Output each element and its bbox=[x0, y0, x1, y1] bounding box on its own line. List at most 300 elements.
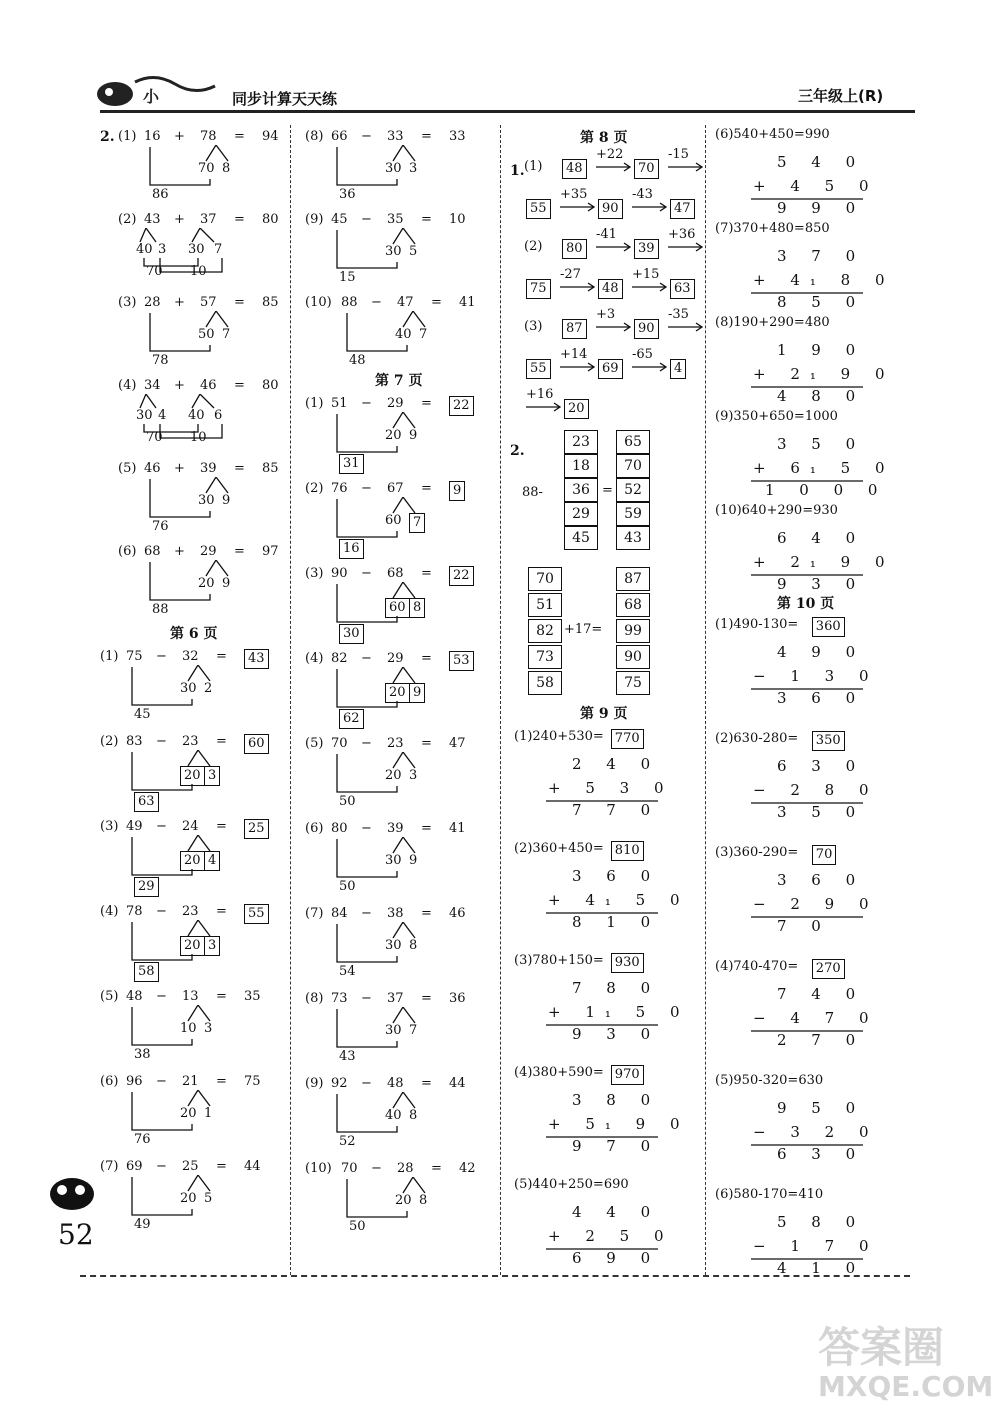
operand-a: 92 bbox=[331, 1076, 348, 1091]
operand-a: 96 bbox=[126, 1074, 143, 1089]
combined-result: 29 bbox=[134, 877, 159, 897]
equation: (6)580-170=410 bbox=[715, 1187, 824, 1202]
combined-result: 49 bbox=[134, 1217, 151, 1232]
item-index: (5) bbox=[100, 989, 119, 1004]
item-index: (4) bbox=[118, 378, 137, 393]
split-part: 9 bbox=[222, 576, 231, 591]
operand-b: 25 bbox=[182, 1159, 199, 1174]
result: 75 bbox=[244, 1074, 261, 1089]
arrow-icon bbox=[632, 201, 672, 213]
vertical-mid: + 4₁ 5 0 bbox=[548, 891, 690, 909]
operand-a: 46 bbox=[144, 461, 161, 476]
item-index: (1) bbox=[305, 396, 324, 411]
result: 33 bbox=[449, 129, 466, 144]
item-index: (9) bbox=[305, 1076, 324, 1091]
grid-cell: 18 bbox=[564, 454, 598, 478]
operator: + bbox=[174, 378, 185, 393]
item-index: (7) bbox=[305, 906, 324, 921]
vertical-top: 3 6 0 bbox=[572, 867, 661, 885]
vertical-result: 3 5 0 bbox=[777, 803, 866, 821]
grid-operator: +17= bbox=[564, 622, 603, 637]
column-1 bbox=[100, 125, 290, 1275]
operator: − bbox=[156, 649, 167, 664]
operator: + bbox=[174, 544, 185, 559]
equation-answer: 970 bbox=[611, 1065, 644, 1085]
operand-b: 78 bbox=[200, 129, 217, 144]
combined-result: 45 bbox=[134, 707, 151, 722]
equation: (7)370+480=850 bbox=[715, 221, 830, 236]
equals-sign: = bbox=[421, 821, 432, 836]
combined-result: 43 bbox=[339, 1049, 356, 1064]
operand-a: 84 bbox=[331, 906, 348, 921]
operand-a: 49 bbox=[126, 819, 143, 834]
combined-result: 48 bbox=[349, 353, 366, 368]
equals-sign: = bbox=[234, 544, 245, 559]
result: 35 bbox=[244, 989, 261, 1004]
split-part: 7 bbox=[419, 327, 428, 342]
arrow-icon bbox=[668, 161, 708, 173]
split-part: 30 bbox=[385, 244, 402, 259]
chain-op: -65 bbox=[632, 347, 653, 362]
operator: + bbox=[174, 212, 185, 227]
operator: − bbox=[156, 734, 167, 749]
equals-sign: = bbox=[421, 129, 432, 144]
column-divider bbox=[500, 125, 501, 1275]
arrow-icon bbox=[632, 361, 672, 373]
section-title: 第 10 页 bbox=[777, 596, 835, 612]
chain-value: 55 bbox=[526, 359, 551, 379]
chain-op: -41 bbox=[596, 227, 617, 242]
chain-op: +15 bbox=[632, 267, 660, 282]
equals-sign: = bbox=[421, 736, 432, 751]
grid-cell: 51 bbox=[528, 593, 562, 617]
item-index: (2) bbox=[118, 212, 137, 227]
vertical-top: 3 6 0 bbox=[777, 871, 866, 889]
chain-value: 63 bbox=[670, 279, 695, 299]
partial-sum: 10 bbox=[190, 264, 207, 279]
item-index: (1) bbox=[100, 649, 119, 664]
chain-op: +3 bbox=[596, 307, 616, 322]
vertical-result: 4 8 0 bbox=[777, 387, 866, 405]
equals-sign: = bbox=[421, 1076, 432, 1091]
item-index: (3) bbox=[118, 295, 137, 310]
equals-sign: = bbox=[234, 129, 245, 144]
split-part: 7 bbox=[222, 327, 231, 342]
split-part: 6 bbox=[214, 408, 223, 423]
chain-value: 87 bbox=[562, 319, 587, 339]
operator: − bbox=[361, 1076, 372, 1091]
item-index: (4) bbox=[100, 904, 119, 919]
arrow-icon bbox=[560, 201, 600, 213]
equals-sign: = bbox=[421, 481, 432, 496]
operand-a: 69 bbox=[126, 1159, 143, 1174]
equals-sign: = bbox=[431, 1161, 442, 1176]
operator: + bbox=[174, 461, 185, 476]
split-part: 20 bbox=[395, 1193, 412, 1208]
watermark-url: MXQE.COM bbox=[818, 1370, 994, 1403]
operator: − bbox=[156, 1074, 167, 1089]
equation-answer: 770 bbox=[611, 729, 644, 749]
logo-cartoon-icon bbox=[95, 72, 235, 112]
equation: (5)440+250=690 bbox=[514, 1177, 629, 1192]
vertical-result: 9 9 0 bbox=[777, 199, 866, 217]
operand-b: 67 bbox=[387, 481, 404, 496]
equation: (2)360+450= bbox=[514, 841, 604, 856]
item-index: (10) bbox=[305, 295, 332, 310]
section-title: 第 6 页 bbox=[170, 626, 218, 642]
split-part: 20 bbox=[180, 766, 205, 786]
result: 46 bbox=[449, 906, 466, 921]
result: 9 bbox=[449, 481, 465, 501]
watermark-text: 答案圈 bbox=[818, 1323, 945, 1372]
equals-sign: = bbox=[216, 734, 227, 749]
vertical-result: 4 1 0 bbox=[777, 1259, 866, 1277]
split-part: 20 bbox=[385, 683, 410, 703]
arrow-icon bbox=[560, 361, 600, 373]
split-part: 3 bbox=[204, 1021, 213, 1036]
split-part: 10 bbox=[180, 1021, 197, 1036]
split-part: 9 bbox=[409, 683, 425, 703]
operand-a: 43 bbox=[144, 212, 161, 227]
operator: − bbox=[361, 906, 372, 921]
operand-b: 39 bbox=[387, 821, 404, 836]
section-title: 第 7 页 bbox=[375, 373, 423, 389]
chain-value: 80 bbox=[562, 239, 587, 259]
split-part: 3 bbox=[158, 242, 167, 257]
vertical-mid: + 2₁ 9 0 bbox=[753, 365, 895, 383]
equation: (6)540+450=990 bbox=[715, 127, 830, 142]
vertical-result: 9 3 0 bbox=[572, 1025, 661, 1043]
equation-answer: 810 bbox=[611, 841, 644, 861]
vertical-top: 2 4 0 bbox=[572, 755, 661, 773]
operand-a: 45 bbox=[331, 212, 348, 227]
grid-cell: 70 bbox=[528, 567, 562, 591]
equation-answer: 360 bbox=[812, 617, 845, 637]
operator: − bbox=[156, 1159, 167, 1174]
split-part: 5 bbox=[409, 244, 418, 259]
split-part: 9 bbox=[409, 428, 418, 443]
result: 22 bbox=[449, 566, 474, 586]
combined-result: 76 bbox=[152, 519, 169, 534]
grid-cell: 82 bbox=[528, 619, 562, 643]
split-part: 7 bbox=[214, 242, 223, 257]
split-part: 30 bbox=[385, 938, 402, 953]
result: 22 bbox=[449, 396, 474, 416]
equals-sign: = bbox=[234, 378, 245, 393]
column-2 bbox=[305, 125, 495, 1275]
vertical-mid: + 5 3 0 bbox=[548, 779, 674, 797]
result: 10 bbox=[449, 212, 466, 227]
arrow-icon bbox=[668, 321, 708, 333]
grid-cell: 65 bbox=[616, 430, 650, 454]
split-part: 3 bbox=[204, 936, 220, 956]
split-part: 30 bbox=[385, 1023, 402, 1038]
combined-result: 52 bbox=[339, 1134, 356, 1149]
vertical-result: 6 3 0 bbox=[777, 1145, 866, 1163]
column-divider bbox=[705, 125, 706, 1275]
section-title: 第 9 页 bbox=[580, 706, 628, 722]
grid-cell: 59 bbox=[616, 502, 650, 526]
split-part: 20 bbox=[180, 1106, 197, 1121]
grid-prefix: 88- bbox=[522, 485, 543, 500]
equals-sign: = bbox=[216, 1159, 227, 1174]
split-part: 1 bbox=[204, 1106, 213, 1121]
operand-b: 68 bbox=[387, 566, 404, 581]
split-part: 50 bbox=[198, 327, 215, 342]
item-index: (9) bbox=[305, 212, 324, 227]
combined-result: 30 bbox=[339, 624, 364, 644]
grid-cell: 75 bbox=[616, 671, 650, 695]
chain-op: -15 bbox=[668, 147, 689, 162]
problem-number: 2. bbox=[510, 443, 525, 459]
split-part: 8 bbox=[409, 938, 418, 953]
operator: − bbox=[361, 129, 372, 144]
equation-answer: 350 bbox=[812, 731, 845, 751]
equation-answer: 930 bbox=[611, 953, 644, 973]
split-part: 8 bbox=[419, 1193, 428, 1208]
split-part: 3 bbox=[204, 766, 220, 786]
item-index: (8) bbox=[305, 129, 324, 144]
item-index: (10) bbox=[305, 1161, 332, 1176]
operand-a: 83 bbox=[126, 734, 143, 749]
vertical-mid: − 3 2 0 bbox=[753, 1123, 879, 1141]
grid-cell: 58 bbox=[528, 671, 562, 695]
operand-a: 16 bbox=[144, 129, 161, 144]
operand-a: 73 bbox=[331, 991, 348, 1006]
operand-b: 29 bbox=[387, 396, 404, 411]
operand-a: 34 bbox=[144, 378, 161, 393]
partial-sum: 70 bbox=[146, 430, 163, 445]
split-part: 20 bbox=[180, 851, 205, 871]
operator: − bbox=[371, 295, 382, 310]
operand-b: 23 bbox=[182, 734, 199, 749]
equals-sign: = bbox=[234, 461, 245, 476]
vertical-top: 7 4 0 bbox=[777, 985, 866, 1003]
split-part: 4 bbox=[204, 851, 220, 871]
equation: (8)190+290=480 bbox=[715, 315, 830, 330]
arrow-icon bbox=[596, 161, 636, 173]
chain-value: 90 bbox=[598, 199, 623, 219]
chain-index: (2) bbox=[524, 239, 543, 254]
equals-sign: = bbox=[216, 1074, 227, 1089]
operator: + bbox=[174, 295, 185, 310]
operand-b: 57 bbox=[200, 295, 217, 310]
problem-number: 2. bbox=[100, 129, 115, 145]
operand-a: 48 bbox=[126, 989, 143, 1004]
operand-a: 70 bbox=[331, 736, 348, 751]
chain-op: -43 bbox=[632, 187, 653, 202]
split-part: 40 bbox=[136, 242, 153, 257]
operand-a: 51 bbox=[331, 396, 348, 411]
operand-b: 46 bbox=[200, 378, 217, 393]
vertical-result: 9 7 0 bbox=[572, 1137, 661, 1155]
operator: − bbox=[361, 651, 372, 666]
grid-cell: 90 bbox=[616, 645, 650, 669]
vertical-top: 3 5 0 bbox=[777, 435, 866, 453]
chain-value: 20 bbox=[564, 399, 589, 419]
combined-result: 78 bbox=[152, 353, 169, 368]
header-grade: 三年级上(R) bbox=[798, 87, 884, 105]
split-part: 20 bbox=[180, 936, 205, 956]
operand-a: 68 bbox=[144, 544, 161, 559]
combined-result: 63 bbox=[134, 792, 159, 812]
chain-value: 55 bbox=[526, 199, 551, 219]
vertical-mid: + 2₁ 9 0 bbox=[753, 553, 895, 571]
operator: − bbox=[361, 991, 372, 1006]
operand-b: 37 bbox=[387, 991, 404, 1006]
operand-b: 48 bbox=[387, 1076, 404, 1091]
grid-cell: 52 bbox=[616, 478, 650, 502]
bee-mascot-icon bbox=[40, 1170, 100, 1215]
equals-sign: = bbox=[216, 904, 227, 919]
split-part: 70 bbox=[198, 161, 215, 176]
result: 85 bbox=[262, 295, 279, 310]
result: 25 bbox=[244, 819, 269, 839]
vertical-top: 6 4 0 bbox=[777, 529, 866, 547]
equals-sign: = bbox=[234, 295, 245, 310]
item-index: (2) bbox=[305, 481, 324, 496]
operator: − bbox=[361, 481, 372, 496]
operand-a: 80 bbox=[331, 821, 348, 836]
item-index: (3) bbox=[305, 566, 324, 581]
operand-b: 24 bbox=[182, 819, 199, 834]
equals-sign: = bbox=[421, 396, 432, 411]
combined-result: 50 bbox=[339, 879, 356, 894]
header bbox=[0, 0, 1000, 120]
chain-value: 69 bbox=[598, 359, 623, 379]
operand-a: 28 bbox=[144, 295, 161, 310]
grid-cell: 45 bbox=[564, 526, 598, 550]
header-rule bbox=[100, 110, 915, 113]
equation-answer: 70 bbox=[812, 845, 837, 865]
equals-sign: = bbox=[421, 566, 432, 581]
split-part: 8 bbox=[222, 161, 231, 176]
problem-number: 1. bbox=[510, 163, 525, 179]
operand-b: 13 bbox=[182, 989, 199, 1004]
result: 80 bbox=[262, 212, 279, 227]
equation: (1)240+530= bbox=[514, 729, 604, 744]
chain-op: +22 bbox=[596, 147, 624, 162]
chain-op: -27 bbox=[560, 267, 581, 282]
operand-b: 37 bbox=[200, 212, 217, 227]
chain-op: +36 bbox=[668, 227, 696, 242]
grid-cell: 23 bbox=[564, 430, 598, 454]
vertical-top: 4 9 0 bbox=[777, 643, 866, 661]
page-number: 52 bbox=[58, 1218, 94, 1251]
vertical-mid: − 1 7 0 bbox=[753, 1237, 879, 1255]
chain-value: 48 bbox=[562, 159, 587, 179]
combined-result: 50 bbox=[339, 794, 356, 809]
vertical-top: 3 8 0 bbox=[572, 1091, 661, 1109]
result: 80 bbox=[262, 378, 279, 393]
split-part: 30 bbox=[188, 242, 205, 257]
operand-b: 35 bbox=[387, 212, 404, 227]
operator: − bbox=[361, 566, 372, 581]
split-part: 60 bbox=[385, 513, 402, 528]
split-part: 4 bbox=[158, 408, 167, 423]
split-part: 8 bbox=[409, 1108, 418, 1123]
split-part: 7 bbox=[409, 513, 425, 533]
chain-value: 48 bbox=[598, 279, 623, 299]
equals-sign: = bbox=[421, 991, 432, 1006]
equation: (3)360-290= bbox=[715, 845, 799, 860]
chain-op: +35 bbox=[560, 187, 588, 202]
operand-b: 38 bbox=[387, 906, 404, 921]
grid-equals: = bbox=[602, 483, 613, 498]
partial-sum: 70 bbox=[146, 264, 163, 279]
vertical-top: 5 8 0 bbox=[777, 1213, 866, 1231]
operand-b: 21 bbox=[182, 1074, 199, 1089]
result: 36 bbox=[449, 991, 466, 1006]
arrow-icon bbox=[560, 281, 600, 293]
combined-result: 31 bbox=[339, 454, 364, 474]
operand-a: 88 bbox=[341, 295, 358, 310]
operand-a: 90 bbox=[331, 566, 348, 581]
item-index: (6) bbox=[100, 1074, 119, 1089]
operand-b: 29 bbox=[200, 544, 217, 559]
vertical-result: 7 7 0 bbox=[572, 801, 661, 819]
vertical-mid: + 4 5 0 bbox=[753, 177, 879, 195]
chain-value: 70 bbox=[634, 159, 659, 179]
chain-value: 90 bbox=[634, 319, 659, 339]
split-part: 30 bbox=[136, 408, 153, 423]
grid-cell: 73 bbox=[528, 645, 562, 669]
split-part: 9 bbox=[222, 493, 231, 508]
equation: (10)640+290=930 bbox=[715, 503, 838, 518]
equals-sign: = bbox=[216, 989, 227, 1004]
operand-b: 29 bbox=[387, 651, 404, 666]
equation: (1)490-130= bbox=[715, 617, 799, 632]
vertical-mid: + 2 5 0 bbox=[548, 1227, 674, 1245]
vertical-result: 8 5 0 bbox=[777, 293, 866, 311]
item-index: (8) bbox=[305, 991, 324, 1006]
combined-result: 62 bbox=[339, 709, 364, 729]
vertical-result: 7 0 bbox=[777, 917, 831, 935]
item-index: (1) bbox=[118, 129, 137, 144]
vertical-result: 6 9 0 bbox=[572, 1249, 661, 1267]
operator: − bbox=[156, 904, 167, 919]
operand-a: 66 bbox=[331, 129, 348, 144]
split-part: 7 bbox=[409, 1023, 418, 1038]
equation: (9)350+650=1000 bbox=[715, 409, 838, 424]
chain-value: 47 bbox=[670, 199, 695, 219]
operand-b: 33 bbox=[387, 129, 404, 144]
result: 44 bbox=[449, 1076, 466, 1091]
arrow-icon bbox=[596, 241, 636, 253]
vertical-top: 9 5 0 bbox=[777, 1099, 866, 1117]
partial-sum: 10 bbox=[190, 430, 207, 445]
vertical-mid: + 5₁ 9 0 bbox=[548, 1115, 690, 1133]
section-title: 第 8 页 bbox=[580, 130, 628, 146]
chain-value: 75 bbox=[526, 279, 551, 299]
equals-sign: = bbox=[216, 819, 227, 834]
vertical-top: 4 4 0 bbox=[572, 1203, 661, 1221]
operand-a: 82 bbox=[331, 651, 348, 666]
result: 60 bbox=[244, 734, 269, 754]
item-index: (5) bbox=[305, 736, 324, 751]
operator: − bbox=[361, 821, 372, 836]
combined-result: 58 bbox=[134, 962, 159, 982]
equals-sign: = bbox=[234, 212, 245, 227]
split-part: 40 bbox=[385, 1108, 402, 1123]
vertical-mid: + 6₁ 5 0 bbox=[753, 459, 895, 477]
combined-result: 54 bbox=[339, 964, 356, 979]
combined-result: 36 bbox=[339, 187, 356, 202]
svg-text:小: 小 bbox=[143, 87, 160, 106]
equals-sign: = bbox=[421, 906, 432, 921]
arrow-icon bbox=[632, 281, 672, 293]
item-index: (3) bbox=[100, 819, 119, 834]
